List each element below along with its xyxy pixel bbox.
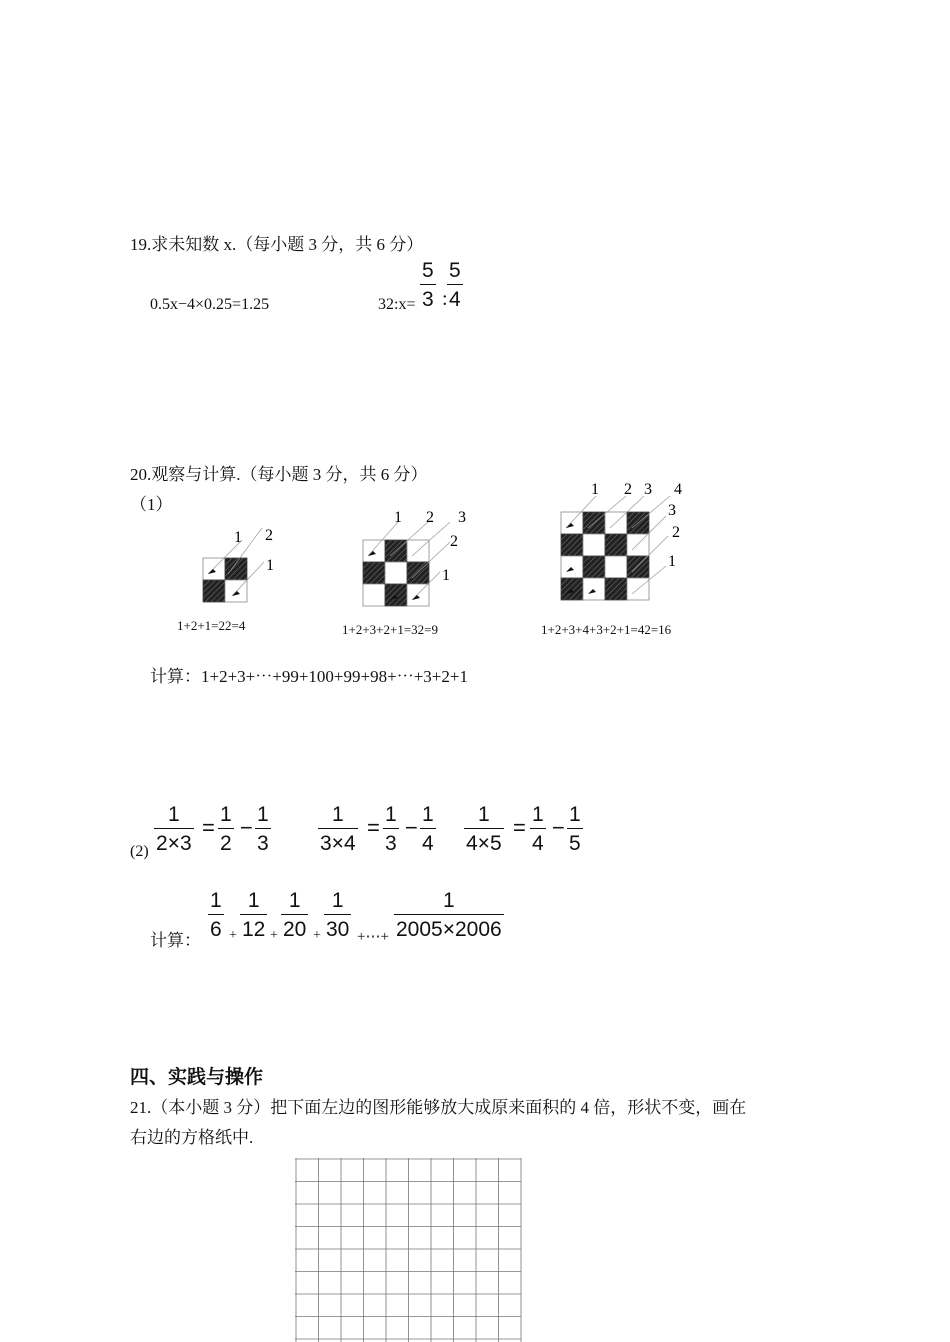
fig3-label: 3: [644, 481, 652, 498]
identity-1-minus: −: [240, 815, 253, 840]
q19-equation-2-prefix: 32:x=: [378, 296, 416, 313]
series-term-1: $\frac{1}{6}$: [210, 889, 222, 941]
identity-3-minus: −: [552, 815, 565, 840]
fig2-label: 1: [442, 567, 450, 584]
fig3-label: 3: [668, 502, 676, 519]
fig1-caption: 1+2+1=22=4: [177, 618, 246, 633]
identity-2-b: $\frac{1}{4}$: [422, 803, 434, 855]
q20-part1-label: （1）: [130, 495, 173, 514]
fig3-label: 1: [668, 553, 676, 570]
q20-part2-label: (2): [130, 843, 149, 860]
fig1-label: 2: [265, 527, 273, 544]
series-plus: +: [313, 928, 321, 943]
fig3-label: 2: [672, 524, 680, 541]
q19-fraction-b: $\frac{5}{4}$: [449, 259, 461, 311]
identity-2-minus: −: [405, 815, 418, 840]
identity-2-equals: =: [367, 815, 380, 840]
identity-1-equals: =: [202, 815, 215, 840]
q21-text-line2: 右边的方格纸中.: [130, 1128, 254, 1147]
identity-1-a: $\frac{1}{2}$: [220, 803, 232, 855]
series-last-term: $\frac{1}{2005\times 2006}$: [396, 889, 502, 941]
identity-3-lhs: $\frac{1}{4\times 5}$: [466, 803, 502, 855]
fig2-label: 2: [450, 533, 458, 550]
series-term-2: $\frac{1}{12}$: [242, 889, 266, 941]
fig1-label: 1: [266, 557, 274, 574]
fig3-label: 4: [674, 481, 682, 498]
fig3-caption: 1+2+3+4+3+2+1=42=16: [541, 622, 672, 637]
fig2-caption: 1+2+3+2+1=32=9: [342, 622, 438, 637]
q20-calc2-label: 计算：: [150, 931, 201, 950]
series-plus: +: [270, 928, 278, 943]
figure-2x2: [203, 527, 274, 602]
fig2-label: 3: [458, 509, 466, 526]
identity-3-a: $\frac{1}{4}$: [532, 803, 544, 855]
identity-2-lhs: $\frac{1}{3\times 4}$: [320, 803, 356, 855]
identity-3-b: $\frac{1}{5}$: [569, 803, 581, 855]
fig3-label: 1: [591, 481, 599, 498]
section4-heading: 四、实践与操作: [130, 1066, 264, 1088]
q20-title: 20.观察与计算.（每小题 3 分，共 6 分）: [130, 465, 428, 484]
fig1-label: 1: [234, 529, 242, 546]
q19-fraction-a: $\frac{5}{3}$: [422, 259, 434, 311]
identity-1-lhs: $\frac{1}{2\times 3}$: [156, 803, 192, 855]
q21-text-line1: 21.（本小题 3 分）把下面左边的图形能够放大成原来面积的 4 倍，形状不变，画在: [130, 1098, 747, 1117]
q20-calc1: 计算：1+2+3+⋯+99+100+99+98+⋯+3+2+1: [150, 667, 468, 686]
fig2-label: 2: [426, 509, 434, 526]
q19-equation-1: 0.5x−4×0.25=1.25: [150, 296, 270, 313]
series-term-3: $\frac{1}{20}$: [283, 889, 307, 941]
fig2-label: 1: [394, 509, 402, 526]
fig3-label: 2: [624, 481, 632, 498]
identity-1-b: $\frac{1}{3}$: [257, 803, 269, 855]
figure-3x3: [363, 509, 466, 606]
identity-2-a: $\frac{1}{3}$: [385, 803, 397, 855]
series-ellipsis: +⋯+: [357, 929, 389, 945]
q19-colon: :: [442, 288, 448, 310]
series-term-4: $\frac{1}{30}$: [326, 889, 350, 941]
grid-paper: [295, 1158, 523, 1342]
figure-4x4: [561, 481, 682, 600]
identity-3-equals: =: [513, 815, 526, 840]
series-plus: +: [229, 928, 237, 943]
q19-title: 19.求未知数 x.（每小题 3 分，共 6 分）: [130, 235, 424, 254]
